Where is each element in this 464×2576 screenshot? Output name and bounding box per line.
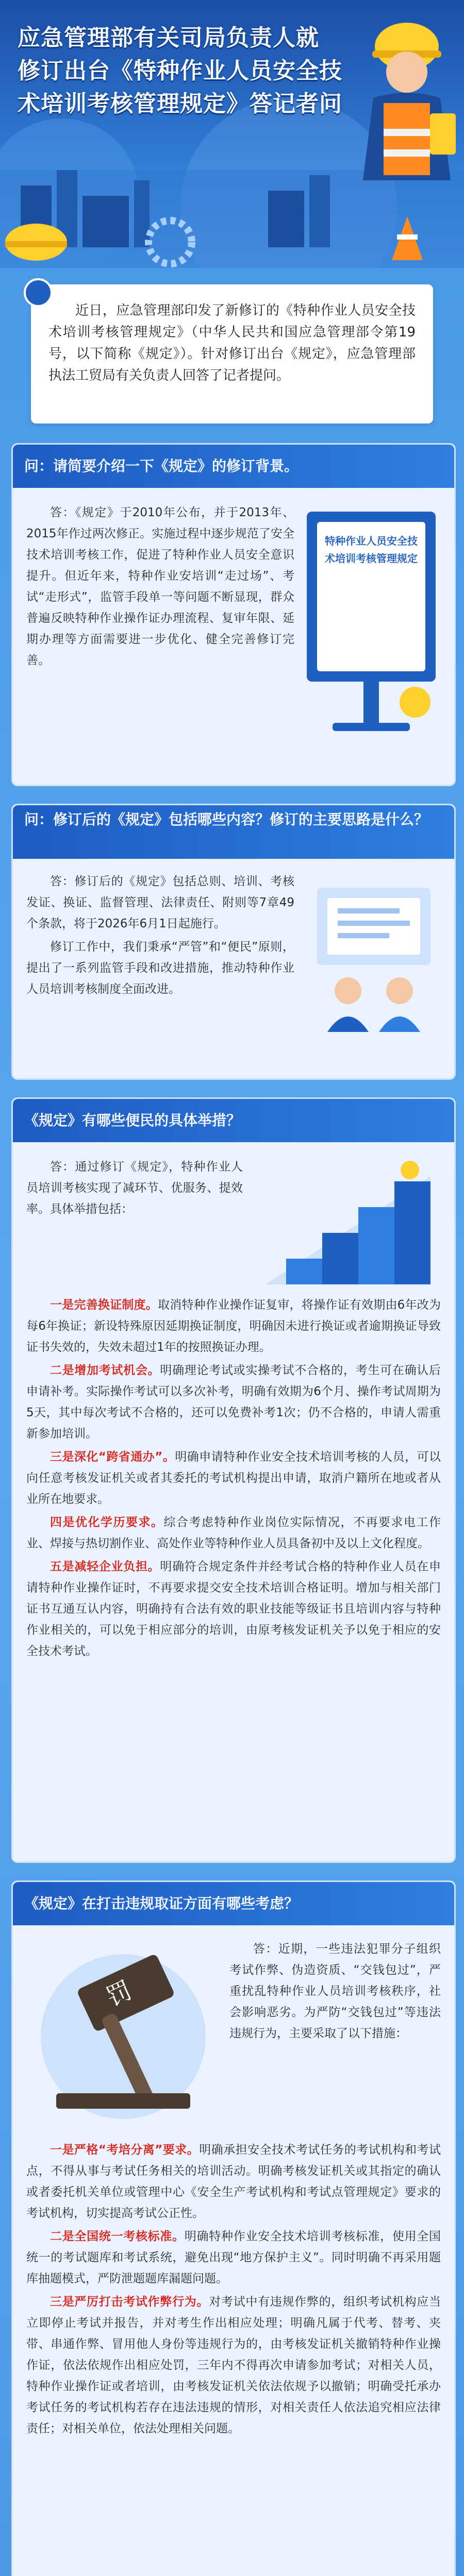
intro-text: 近日，应急管理部印发了新修订的《特种作业人员安全技术培训考核管理规定》（中华人民共和国应急管理部令第19号，以下简称《规定》）。针对修订出台《规定》，应急管理部执法工贸局有关负责人回答了记者提问。	[48, 303, 416, 383]
intro-badge-icon	[24, 278, 53, 307]
q1-answer-text: 答：《规定》于2010年公布，并于2013年、2015年作过两次修正。实施过程中逐步规范了安全技术培训考核工作，促进了特种作业人员安全意识提升。但近年来，特种作业安培训“走过场”、考试“走形式”，监管手段单一等问题不断显现，群众普遍反映特种作业操作证办理流程、复审年限、延期办理等方面需要进一步优化、健全完善修订完善。	[26, 506, 294, 667]
hero-banner	[0, 0, 464, 268]
intro-card	[31, 284, 433, 423]
q4-item-1-text: 明确承担安全技术考试任务的考试机构和考试点，不得从事与考试任务相关的培训活动。明确考核发证机关或其指定的确认或者委托机关单位或管理中心《安全生产考试机构和考试点管理规定》要求的考试机构，切实提高考试公正性。	[26, 2143, 441, 2220]
q2-answer-1: 答：修订后的《规定》包括总则、培训、考核发证、换证、监督管理、法律责任、附则等7章49个条款，将于2026年6月1日起施行。	[26, 875, 294, 930]
section-q2	[11, 804, 456, 1080]
q3-item-3-head: 三是深化“跨省通办”。	[50, 1450, 175, 1464]
q4-item-3-text: 对考试中有违规作弊的，组织考试机构应当立即停止考试并报告，并对考生作出相应处理；明确凡属于代考、替考、夹带、串通作弊、冒用他人身份等违规行为的，由考核发证机关撤销特种作业操作证，依法依规作出相应处罚，三年内不得再次申请参加考试；对相关人员，特种作业操作证或者培训，由考核发证机关依法依规予以撤销；明确受托承办考试任务的考试机构若存在违法违规的情形，对相关责任人依法追究相应法律责任；对相关单位，依法处理相关问题。	[26, 2295, 441, 2435]
q4-answer-intro-text: 答：近期，一些违法犯罪分子组织考试作弊、伪造资质、“交钱包过”，严重扰乱特种作业人员培训考核秩序，社会影响恶劣。为严防“交钱包过”等违法违规行为，主要采取了以下措施：	[229, 1942, 441, 2040]
q2-answer	[26, 871, 294, 1002]
hero-title-line-2: 修订出台《特种作业人员安全技	[18, 58, 342, 84]
q3-item-1-text: 取消特种作业操作证复审，将操作证有效期由6年改为每6年换证；新设特殊原因延期换证制度，明确因未进行换证或者逾期换证导致证书失效的，失效未超过1年的按照换证办理。	[26, 1298, 441, 1354]
q3-item-5-head: 五是减轻企业负担。	[50, 1560, 160, 1573]
svg-text:罚: 罚	[102, 1975, 137, 2012]
q3-item	[26, 1512, 441, 1554]
regulation-board-text: 特种作业人员安全技术培训考核管理规定	[325, 535, 418, 565]
q3-answer-intro	[26, 1157, 243, 1222]
q4-bar	[13, 1882, 454, 1925]
q3-item-3-text: 明确申请特种作业安全技术培训考核的人员，可以向任意考核发证机关或者其委托的考试机构提出申请，取消户籍所在地或者从业所在地要求。	[26, 1450, 441, 1506]
q4-answer-intro	[229, 1939, 441, 2046]
q3-items	[26, 1295, 441, 1664]
q3-item	[26, 1360, 441, 1445]
q3-item	[26, 1447, 441, 1510]
hero-title-line-1: 应急管理部有关司局负责人就	[18, 25, 319, 51]
q3-item-4-head: 四是优化学历要求。	[50, 1516, 164, 1529]
hero-title-line-3: 术培训考核管理规定》答记者问	[18, 91, 342, 117]
q4-item-2-head: 二是全国统一考核标准。	[50, 2230, 185, 2243]
q3-item-4-text: 综合考虑特种作业岗位实际情况，不再要求电工作业、焊接与热切割作业、高处作业等特种作业人员具备初中及以上文化程度。	[26, 1516, 441, 1550]
meeting-illustration	[307, 877, 441, 1032]
q3-bar	[13, 1099, 454, 1142]
q4-items	[26, 2140, 441, 2442]
q3-item	[26, 1556, 441, 1662]
q3-question: 《规定》有哪些便民的具体举措？	[24, 1112, 241, 1129]
q3-answer-intro-text: 答：通过修订《规定》，特种作业人员培训考核实现了减环节、优服务、提效率。具体举措包括：	[26, 1160, 243, 1216]
q3-item	[26, 1295, 441, 1358]
q3-item-5-text: 明确符合规定条件并经考试合格的特种作业人员在申请特种作业操作证时，不再要求提交安全技术培训合格证明。增加与相关部门证书互通互认内容，明确持有合法有效的职业技能等级证书且培训内容与特种作业相关的，可以免于相应部分的培训，由原考核发证机关予以免于相应的安全技术考试。	[26, 1560, 441, 1658]
q1-question: 问：请简要介绍一下《规定》的修订背景。	[24, 457, 299, 474]
q3-item-2-text: 明确理论考试或实操考试不合格的，考生可在确认后申请补考。实际操作考试可以多次补考，明确有效期为6个月、操作考试周期为5天，其中每次考试不合格的，还可以免费补考1次；仍不合格的，申请人需重新参加培训。	[26, 1364, 441, 1440]
q4-item-3-head: 三是严厉打击考试作弊行为。	[50, 2295, 209, 2309]
q2-question: 问：修订后的《规定》包括哪些内容？修订的主要思路是什么？	[24, 811, 429, 828]
q3-item-1-head: 一是完善换证制度。	[50, 1298, 158, 1312]
q1-answer	[26, 502, 294, 673]
q4-item	[26, 2140, 441, 2224]
section-q4	[11, 1880, 456, 2576]
q4-item-1-head: 一是严格“考培分离”要求。	[50, 2143, 200, 2157]
worker-illustration	[353, 10, 461, 180]
q4-item	[26, 2292, 441, 2439]
q1-bar	[13, 445, 454, 488]
q2-answer-2: 修订工作中，我们秉承“严管”和“便民”原则，提出了一系列监管手段和改进措施，推动特种作业人员培训考核制度全面改进。	[26, 940, 294, 996]
section-q3	[11, 1097, 456, 1863]
q2-bar	[13, 805, 454, 859]
stairs-illustration	[255, 1156, 441, 1290]
section-q1	[11, 443, 456, 786]
gavel-illustration	[25, 1939, 221, 2124]
q4-question: 《规定》在打击违规取证方面有哪些考虑？	[24, 1895, 299, 1912]
q4-item-2-text: 明确特种作业安全技术培训考核标准，使用全国统一的考试题库和考试系统，避免出现“地方保护主义”。同时明确不再采用题库抽题模式，严防泄题题库漏题问题。	[26, 2230, 441, 2285]
q4-item	[26, 2226, 441, 2290]
q3-item-2-head: 二是增加考试机会。	[50, 1364, 160, 1377]
